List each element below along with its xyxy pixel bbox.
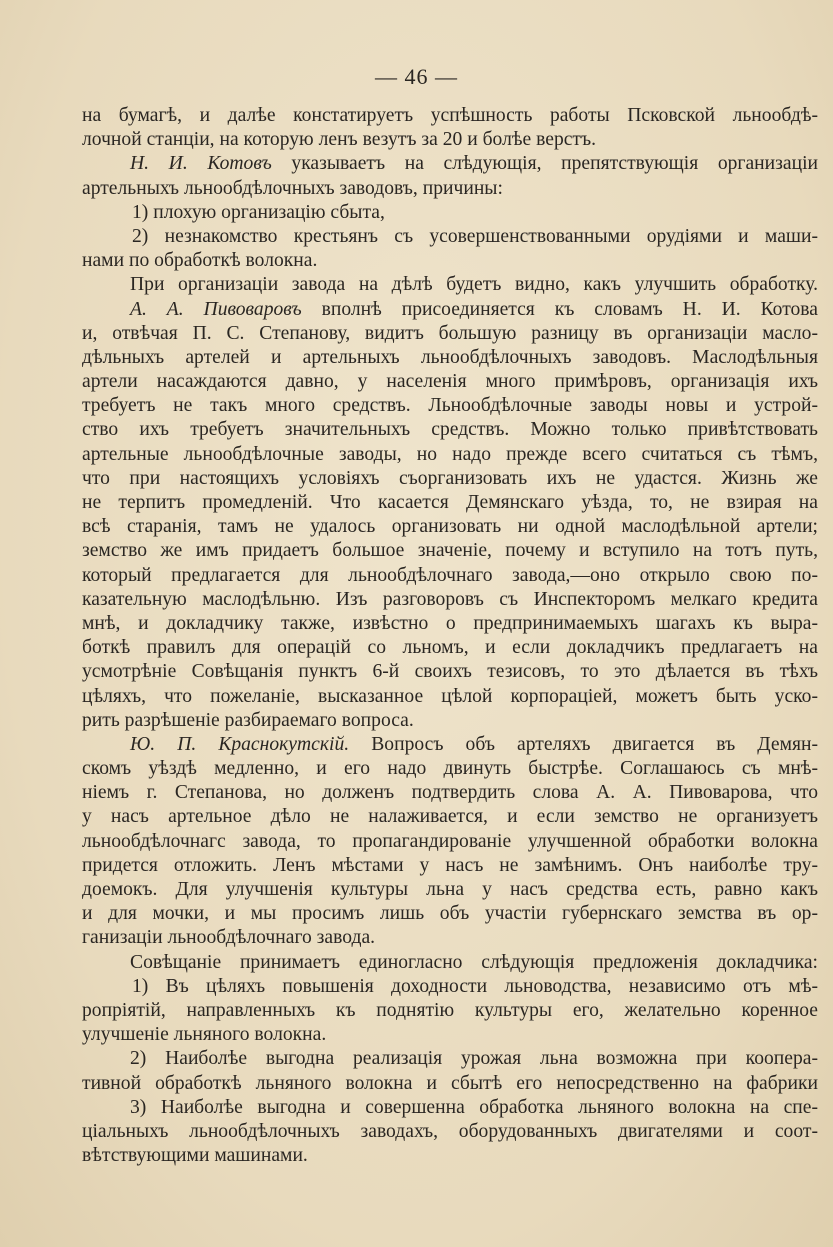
text-line	[82, 467, 818, 491]
text-line	[82, 564, 818, 588]
line-text: ціальныхъ льнообдѣлочныхъ заводахъ, оборудованныхъ двигателями и соот-	[82, 1120, 818, 1142]
text-line	[82, 322, 818, 346]
line-text: казательную маслодѣльню. Изъ разговоровъ съ Инспекторомъ мелкаго кредита	[82, 588, 818, 610]
line-text: ганизаціи льнообдѣлочнаго завода.	[82, 927, 376, 949]
text-line	[82, 902, 818, 926]
line-text: доемокъ. Для улучшенія культуры льна у насъ средства есть, равно какъ	[82, 879, 818, 900]
text-line	[82, 1120, 818, 1144]
line-text: тивной обработкѣ льняного волокна и сбытѣ его непосредственно на фабрики	[82, 1072, 818, 1094]
line-text: нами по обработкѣ волокна.	[82, 250, 318, 272]
line-text: рить разрѣшеніе разбираемаго вопроса.	[82, 709, 414, 731]
line-text: придется отложить. Ленъ мѣстами у насъ не замѣнимъ. Онъ наиболѣе тру-	[82, 854, 818, 876]
line-text: 2) Наиболѣе выгодна реализація урожая льна возможна при коопера-	[130, 1048, 818, 1070]
line-text: дѣльныхъ артелей и артельныхъ льнообдѣлочныхъ заводовъ. Маслодѣльныя	[82, 346, 818, 368]
text-line	[82, 249, 818, 273]
line-text: Совѣщаніе принимаетъ единогласно слѣдующія предложенія докладчика:	[130, 951, 818, 973]
text-line	[82, 757, 818, 781]
text-line	[82, 1072, 818, 1096]
text-line	[82, 660, 818, 684]
text-line	[82, 926, 818, 950]
line-text: артельныхъ льнообдѣлочныхъ заводовъ, причины:	[82, 177, 503, 199]
text-line	[82, 298, 818, 322]
text-line	[82, 1144, 818, 1168]
line-text: 1) Въ цѣляхъ повышенія доходности льноводства, независимо отъ мѣ-	[132, 975, 818, 997]
line-text: При организаціи завода на дѣлѣ будетъ видно, какъ улучшить обработку.	[130, 274, 818, 296]
page-number: — 46 —	[375, 64, 458, 89]
text-line	[82, 854, 818, 878]
line-text: улучшеніе льняного волокна.	[82, 1024, 327, 1046]
text-line	[82, 781, 818, 805]
line-text: артельные льнообдѣлочные заводы, но надо прежде всего считаться съ тѣмъ,	[82, 443, 818, 465]
text-line	[82, 685, 818, 709]
line-text: усмотрѣніе Совѣщанія пунктъ 6-й своихъ тезисовъ, то это дѣлается въ тѣхъ	[82, 661, 818, 683]
line-text: 3) Наиболѣе выгодна и совершенна обработка льняного волокна на спе-	[130, 1096, 818, 1118]
line-text: и, отвѣчая П. С. Степанову, видитъ большую разницу въ организаціи масло-	[82, 322, 818, 344]
text-line	[82, 539, 818, 563]
text-line	[82, 830, 818, 854]
line-text: боткѣ правилъ для операцій со льномъ, и если докладчикъ предлагаетъ на	[82, 637, 818, 659]
line-text: 2) незнакомство крестьянъ съ усовершенствованными орудіями и маши-	[132, 225, 818, 247]
text-line	[82, 443, 818, 467]
text-line	[82, 225, 818, 249]
text-line	[82, 733, 818, 757]
text-line	[82, 1096, 818, 1120]
line-text: ство ихъ требуетъ значительныхъ средствъ. Можно только привѣтствовать	[82, 419, 818, 441]
line-text: мнѣ, и докладчику также, извѣстно о предпринимаемыхъ шагахъ къ выра-	[82, 612, 818, 634]
text-line	[82, 1047, 818, 1071]
text-line	[82, 418, 818, 442]
line-text: указываетъ на слѣдующія, препятствующія организаціи	[271, 153, 818, 175]
text-line	[82, 999, 818, 1023]
text-line	[82, 394, 818, 418]
line-text: на бумагѣ, и далѣе констатируетъ успѣшность работы Псковской льнообдѣ-	[82, 105, 818, 126]
line-text: всѣ старанія, тамъ не удалось организовать ни одной маслодѣльной артели;	[82, 516, 818, 538]
text-line	[82, 152, 818, 176]
line-text: земство же имъ придаетъ большое значеніе, почему и вступило на тотъ путь,	[82, 540, 818, 562]
line-text: требуетъ не такъ много средствъ. Льнообдѣлочные заводы новы и устрой-	[82, 395, 818, 417]
line-text: что при настоящихъ условіяхъ съорганизовать ихъ не удастся. Жизнь же	[82, 467, 818, 489]
text-line	[82, 975, 818, 999]
line-text: скомъ уѣздѣ медленно, и его надо двинуть быстрѣе. Соглашаюсь съ мнѣ-	[82, 758, 818, 780]
speaker-name: Ю. П. Краснокутскій.	[130, 733, 350, 755]
line-text: артели насаждаются давно, у населенія много примѣровъ, организація ихъ	[82, 371, 818, 393]
line-text: который предлагается для льнообдѣлочнаго завода,—оно открыло свою по-	[82, 564, 818, 586]
text-line	[82, 104, 818, 128]
text-line	[82, 636, 818, 660]
text-line	[82, 177, 818, 201]
text-line	[82, 1023, 818, 1047]
line-text: ропріятій, направленныхъ къ поднятію культуры его, желательно коренное	[82, 999, 818, 1021]
text-line	[82, 128, 818, 152]
line-text: ніемъ г. Степанова, но долженъ подтвердить слова А. А. Пивоварова, что	[82, 782, 818, 804]
text-line	[82, 201, 818, 225]
line-text: лочной станціи, на которую ленъ везутъ за 20 и болѣе верстъ.	[82, 129, 597, 151]
speaker-name: Н. И. Котовъ	[130, 153, 272, 175]
text-line	[82, 588, 818, 612]
line-text: льнообдѣлочнагс завода, то пропагандированіе улучшенной обработки волокна	[82, 830, 818, 852]
line-text: 1) плохую организацію сбыта,	[132, 201, 385, 223]
text-line	[82, 709, 818, 733]
text-line	[82, 491, 818, 515]
line-text: и для мочки, и мы просимъ лишь объ участіи губернскаго земства въ ор-	[82, 903, 818, 925]
speaker-name: А. А. Пивоваровъ	[130, 298, 302, 320]
text-line	[82, 878, 818, 902]
text-line	[82, 951, 818, 975]
line-text: цѣляхъ, что пожеланіе, высказанное цѣлой корпораціей, можетъ быть уско-	[82, 685, 818, 707]
text-line	[82, 805, 818, 829]
text-line	[82, 346, 818, 370]
line-text: не терпитъ промедленій. Что касается Демянскаго уѣзда, то, не взирая на	[82, 492, 818, 513]
body-text	[82, 104, 818, 1168]
text-line	[82, 612, 818, 636]
text-line	[82, 515, 818, 539]
text-line	[82, 370, 818, 394]
line-text: вполнѣ присоединяется къ словамъ Н. И. Котова	[301, 298, 818, 320]
line-text: у насъ артельное дѣло не налаживается, и если земство не организуетъ	[82, 806, 818, 828]
line-text: Вопросъ объ артеляхъ двигается въ Демян-	[349, 733, 818, 755]
text-line	[82, 273, 818, 297]
line-text: вѣтствующими машинами.	[82, 1145, 308, 1167]
